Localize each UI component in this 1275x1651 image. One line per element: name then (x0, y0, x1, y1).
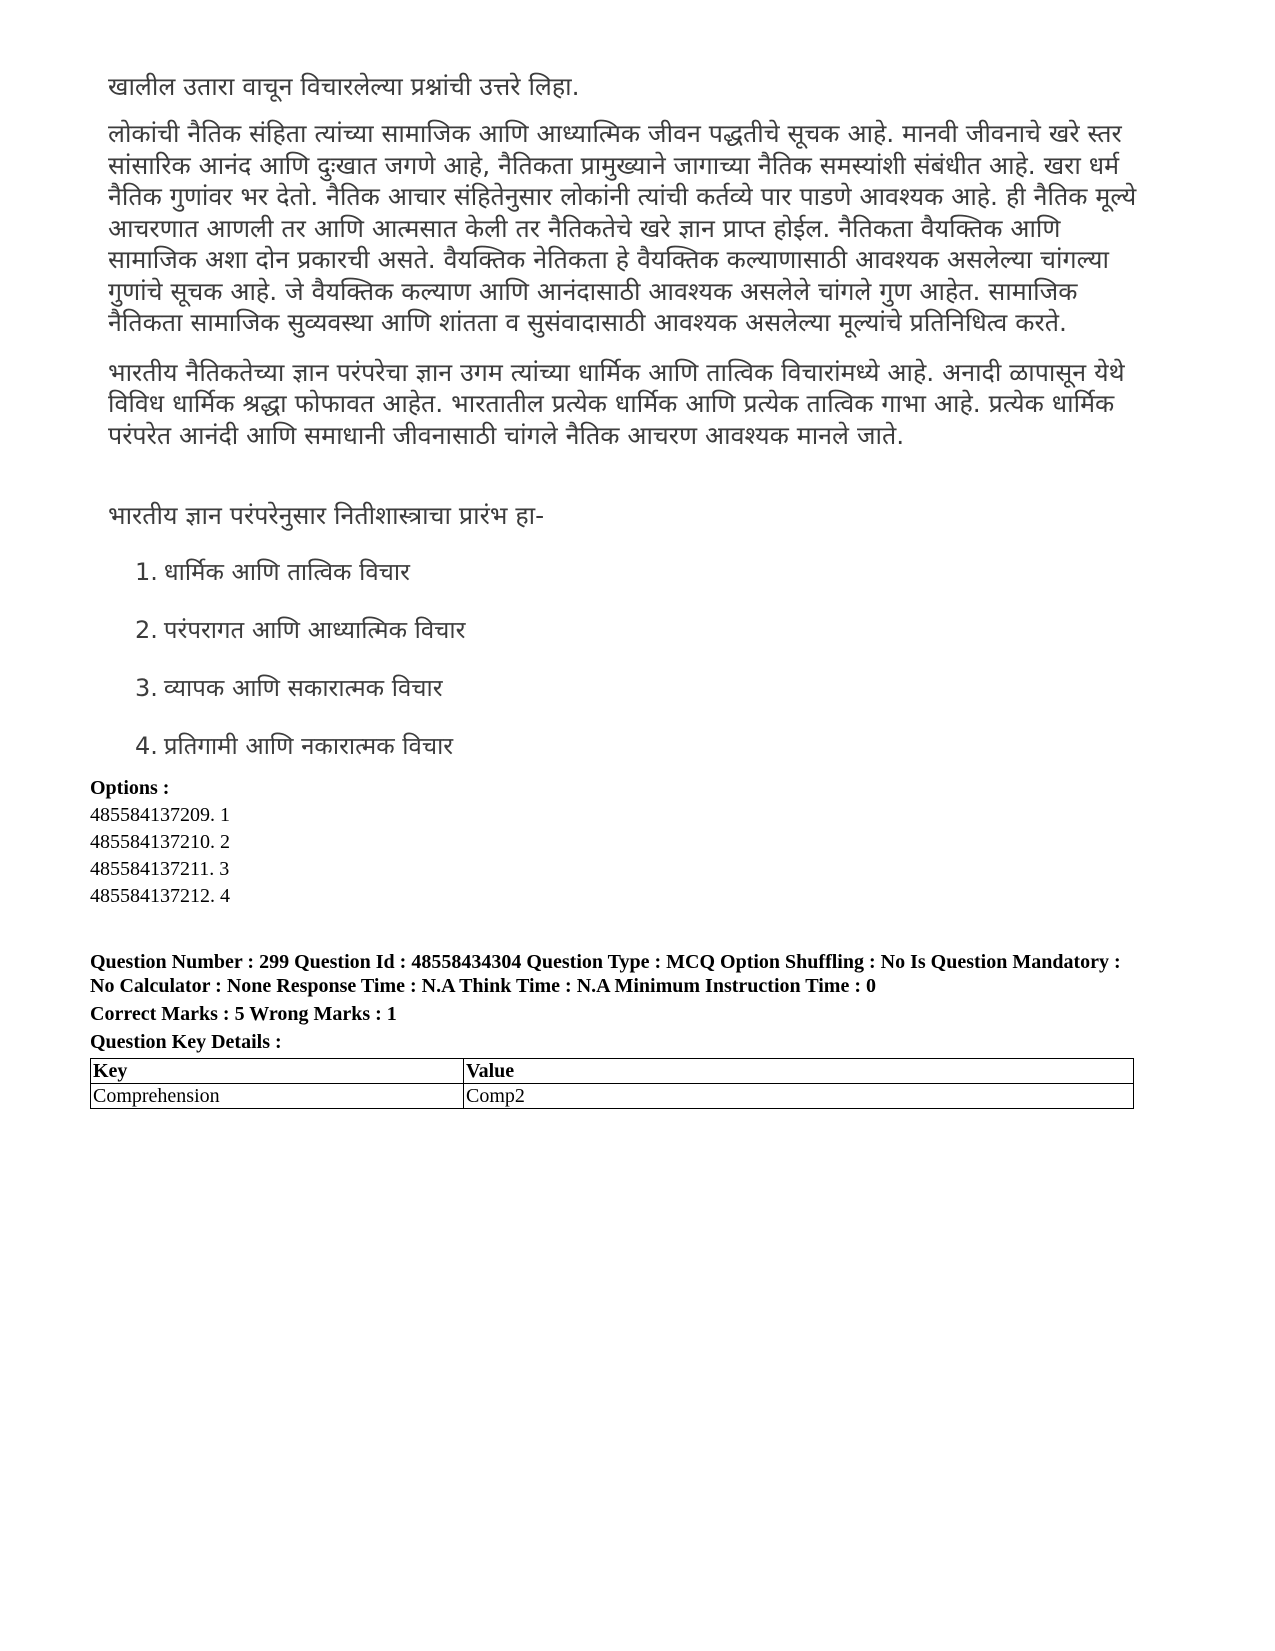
choice-number: 3. (135, 674, 158, 702)
choice-list (108, 543, 1138, 775)
option-line: 485584137211. 3 (90, 858, 230, 880)
option-line: 485584137210. 2 (90, 831, 230, 853)
key-details-table (90, 1058, 1134, 1109)
table-cell-value: Comp2 (464, 1084, 1134, 1109)
choice-item (135, 601, 1138, 659)
table-header-key: Key (91, 1059, 464, 1084)
choice-number: 2. (135, 616, 158, 644)
choice-number: 1. (135, 558, 158, 586)
passage-image (108, 70, 1138, 775)
passage-paragraph-2: भारतीय नैतिकतेच्या ज्ञान परंपरेचा ज्ञान उगम त्यांच्या धार्मिक आणि तात्विक विचारांमध्ये आहे. अनादी ळापासून येथे विविध धार्मिक श्रद्धा फोफावत आहेत. भारतातील प्रत्येक धार्मिक आणि प्रत्येक तात्विक गाभा आहे. प्रत्येक धार्मिक परंपरेत आनंदी आणि समाधानी जीवनासाठी चांगले नैतिक आचरण आवश्यक मानले जाते. (108, 357, 1125, 450)
passage-paragraph-1: लोकांची नैतिक संहिता त्यांच्या सामाजिक आणि आध्यात्मिक जीवन पद्धतीचे सूचक आहे. मानवी जीवनाचे खरे स्तर सांसारिक आनंद आणि दुःखात जगणे आहे, नैतिकता प्रामुख्याने जागाच्या नैतिक समस्यांशी संबंधीत आहे. खरा धर्म नैतिक गुणांवर भर देतो. नैतिक आचार संहितेनुसार लोकांनी त्यांची कर्तव्ये पार पाडणे आवश्यक आहे. ही नैतिक मूल्ये आचरणात आणली तर आणि आत्मसात केली तर नैतिकतेचे खरे ज्ञान प्राप्त होईल. नैतिकता वैयक्तिक आणि सामाजिक अशा दोन प्रकारची असते. वैयक्तिक नेतिकता हे वैयक्तिक कल्याणासाठी आवश्यक असलेल्या चांगल्या गुणांचे सूचक आहे. जे वैयक्तिक कल्याण आणि आनंदासाठी आवश्यक असलेले चांगले गुण आहेत. सामाजिक नैतिकता सामाजिक सुव्यवस्था आणि शांतता व सुसंवादासाठी आवश्यक असलेल्या मूल्यांचे प्रतिनिधित्व करते. (108, 119, 1137, 337)
question-info (90, 950, 1190, 1054)
question-info-line-2: No Calculator : None Response Time : N.A Think Time : N.A Minimum Instruction Time : 0 (90, 975, 876, 997)
options-label: Options : (90, 777, 170, 799)
option-line: 485584137212. 4 (90, 885, 230, 907)
choice-item (135, 659, 1138, 717)
table-cell-key: Comprehension (91, 1084, 464, 1109)
choice-text: परंपरागत आणि आध्यात्मिक विचार (163, 616, 466, 644)
table-row (91, 1084, 1134, 1109)
table-header-value: Value (464, 1059, 1134, 1084)
table-header-row (91, 1059, 1134, 1084)
question-text: भारतीय ज्ञान परंपरेनुसार नितीशास्त्राचा प्रारंभ हा- (108, 501, 545, 530)
choice-item (135, 717, 1138, 775)
choice-text: धार्मिक आणि तात्विक विचार (163, 558, 410, 586)
choice-number: 4. (135, 732, 158, 760)
marks-line: Correct Marks : 5 Wrong Marks : 1 (90, 1003, 397, 1025)
choice-item (135, 543, 1138, 601)
choice-text: व्यापक आणि सकारात्मक विचार (163, 674, 443, 702)
question-info-line-1: Question Number : 299 Question Id : 48558434304 Question Type : MCQ Option Shuffling : No Is Question Mandatory : (90, 951, 1121, 973)
options-block (90, 775, 1190, 910)
option-line: 485584137209. 1 (90, 804, 230, 826)
key-details-label: Question Key Details : (90, 1031, 282, 1053)
passage-instruction: खालील उतारा वाचून विचारलेल्या प्रश्नांची उत्तरे लिहा. (108, 72, 580, 101)
choice-text: प्रतिगामी आणि नकारात्मक विचार (163, 732, 454, 760)
